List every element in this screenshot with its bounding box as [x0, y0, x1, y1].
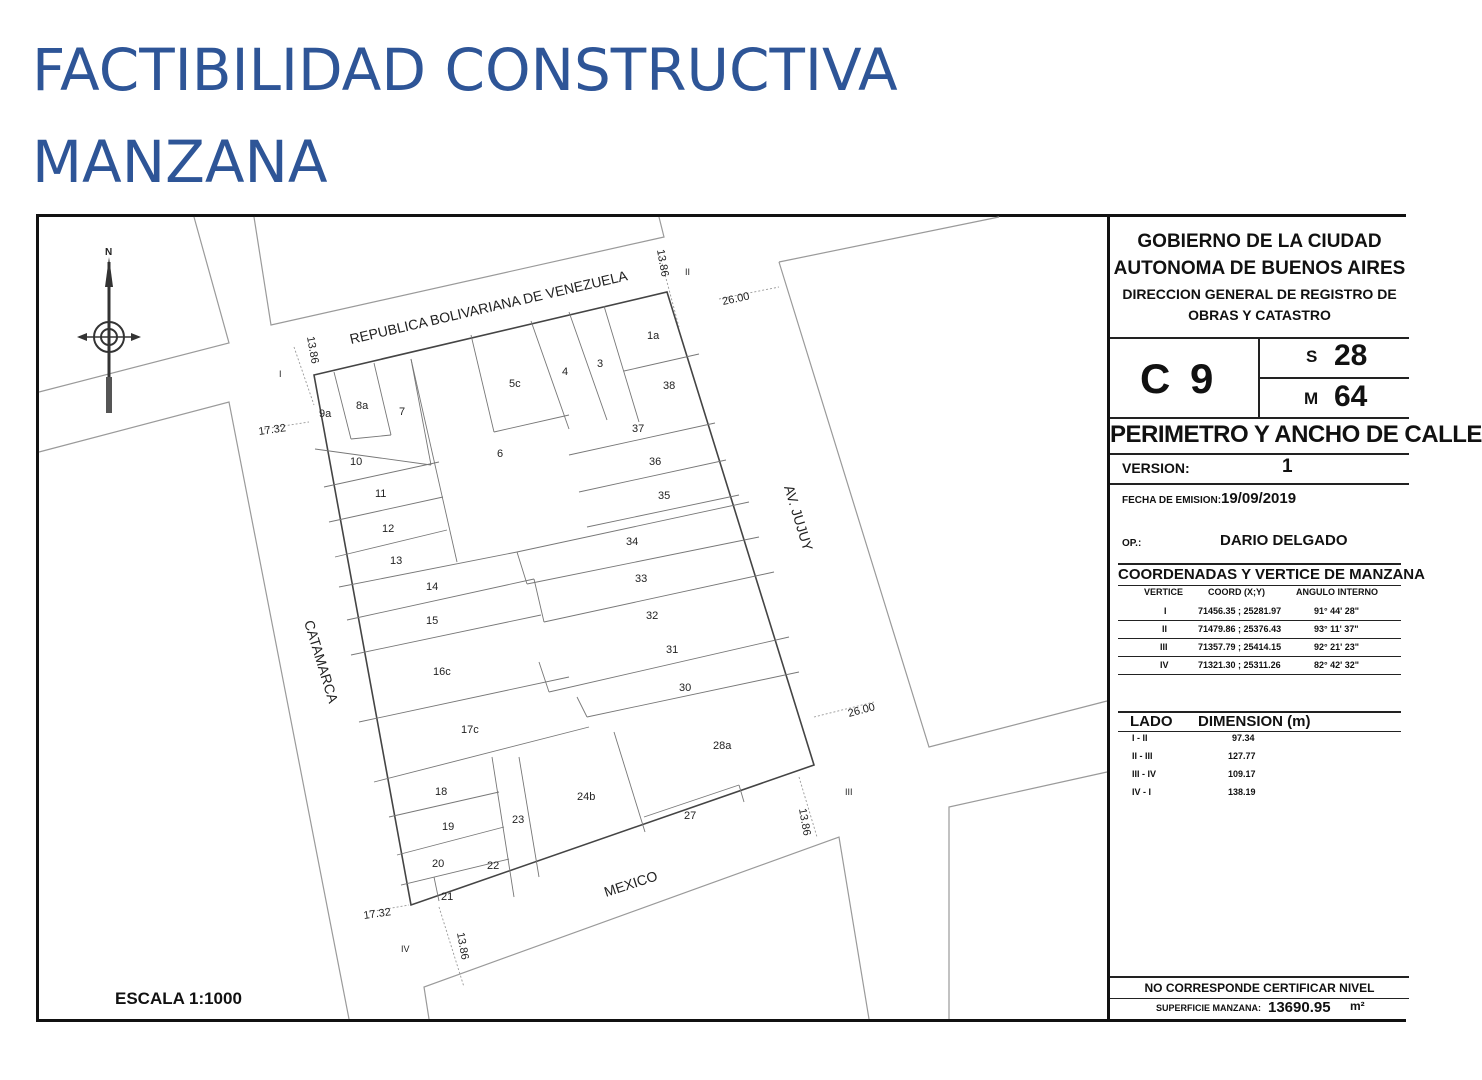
parcel-number: 24b	[577, 791, 596, 803]
street-width: 26.00	[846, 701, 877, 720]
op-value: DARIO DELGADO	[1220, 532, 1348, 549]
cadastral-code	[1110, 337, 1409, 419]
lado-header: LADO	[1130, 713, 1173, 730]
parcel-number: 16c	[433, 666, 451, 678]
lado-row	[1118, 769, 1401, 785]
parcel-number: 9a	[319, 408, 332, 420]
street-width: 17.32	[362, 906, 392, 922]
cadastral-map	[39, 217, 1107, 1019]
lado-dimension: 97.34	[1232, 733, 1255, 743]
seccion-value: 28	[1334, 339, 1368, 372]
lado-header-row	[1118, 711, 1401, 732]
version-label: VERSION:	[1122, 460, 1190, 476]
parcel-number: 32	[646, 610, 659, 622]
version-value: 1	[1282, 456, 1293, 477]
coord-xy: 71456.35 ; 25281.97	[1198, 606, 1282, 616]
parcel-number: 12	[382, 523, 395, 535]
parcel-number: 17c	[461, 724, 479, 736]
coord-vertice: III	[1160, 642, 1168, 652]
street-name-north: REPUBLICA BOLIVARIANA DE VENEZUELA	[348, 267, 629, 347]
coord-header: VERTICE	[1144, 587, 1184, 597]
parcel-number: 38	[663, 380, 676, 392]
parcel-number: 23	[512, 814, 525, 826]
lado-label: III - IV	[1132, 769, 1157, 779]
lado-row	[1118, 787, 1401, 803]
lado-label: I - II	[1132, 733, 1148, 743]
gov-line1: GOBIERNO DE LA CIUDAD	[1137, 231, 1382, 252]
compass-rose-icon	[77, 247, 141, 413]
page-title-line2: MANZANA	[32, 128, 328, 196]
parcel-number: 11	[375, 488, 387, 500]
superficie-row	[1110, 997, 1409, 1019]
page-title-line1: FACTIBILIDAD CONSTRUCTIVA	[32, 36, 898, 104]
coord-title: COORDENADAS Y VERTICE DE MANZANA	[1118, 563, 1401, 586]
coord-header: ANGULO INTERNO	[1296, 587, 1378, 597]
street-width: 13.86	[796, 807, 813, 837]
coord-row	[1118, 639, 1401, 657]
coord-row	[1118, 657, 1401, 675]
parcel-number: 3	[597, 358, 604, 370]
coord-xy: 71357.79 ; 25414.15	[1198, 642, 1282, 652]
parcel-number: 22	[487, 860, 500, 872]
north-label: N	[105, 247, 113, 258]
parcel-number: 35	[658, 490, 671, 502]
lado-dimension: 127.77	[1228, 751, 1256, 761]
street-width: 13.86	[654, 248, 671, 278]
vertex-label: IV	[401, 944, 410, 954]
parcel-number: 37	[632, 423, 645, 435]
scale-label: ESCALA 1:1000	[115, 989, 242, 1008]
fecha-value: 19/09/2019	[1221, 490, 1297, 507]
neighbor-blocks	[39, 217, 1107, 1019]
coord-header-row	[1118, 585, 1401, 601]
parcel-number: 20	[432, 858, 445, 870]
parcel-lines	[315, 306, 799, 901]
perimetro-title: PERIMETRO Y ANCHO DE CALLE	[1110, 417, 1409, 455]
coord-header: COORD (X;Y)	[1208, 587, 1265, 597]
dir-line2: OBRAS Y CATASTRO	[1188, 307, 1331, 323]
parcel-number: 7	[399, 406, 406, 418]
coord-angle: 92° 21' 23"	[1314, 642, 1360, 652]
parcel-number: 14	[426, 581, 439, 593]
coord-angle: 82° 42' 32"	[1314, 660, 1360, 670]
vertex-label: I	[279, 369, 282, 379]
coord-angle: 91° 44' 28"	[1314, 606, 1360, 616]
superficie-label: SUPERFICIE MANZANA:	[1156, 1003, 1261, 1013]
street-width: 13.86	[454, 931, 471, 961]
parcel-number: 5c	[509, 378, 521, 390]
lado-row	[1118, 751, 1401, 767]
dimension-header: DIMENSION (m)	[1198, 713, 1311, 730]
parcel-number: 27	[684, 810, 697, 822]
seccion-label: S	[1306, 347, 1318, 366]
superficie-unit: m²	[1350, 999, 1365, 1013]
parcel-number: 8a	[356, 400, 369, 412]
parcel-number: 31	[666, 644, 679, 656]
vertex-label: III	[845, 787, 853, 797]
parcel-number: 30	[679, 682, 692, 694]
parcel-number: 19	[442, 821, 455, 833]
parcel-number: 18	[435, 786, 448, 798]
parcel-number: 1a	[647, 330, 660, 342]
lado-row	[1118, 733, 1401, 749]
fecha-label: FECHA DE EMISION:	[1122, 495, 1222, 506]
manzana-label: M	[1304, 389, 1319, 408]
circunscripcion: C 9	[1140, 355, 1218, 402]
coord-vertice: IV	[1160, 660, 1169, 670]
cadastral-sheet	[36, 214, 1482, 1022]
parcel-number: 21	[441, 891, 454, 903]
coord-row	[1118, 621, 1401, 639]
nivel-note: NO CORRESPONDE CERTIFICAR NIVEL	[1110, 976, 1409, 999]
version-row	[1110, 453, 1409, 485]
coord-xy: 71321.30 ; 25311.26	[1198, 660, 1281, 670]
parcel-number: 15	[426, 615, 439, 627]
coord-row	[1118, 603, 1401, 621]
superficie-value: 13690.95	[1268, 999, 1331, 1016]
street-name-south: MEXICO	[601, 867, 660, 900]
street-name-east: AV. JUJUY	[781, 483, 817, 553]
coord-angle: 93° 11' 37"	[1314, 624, 1359, 634]
parcel-number: 36	[649, 456, 662, 468]
coord-vertice: I	[1164, 606, 1167, 616]
parcel-number: 10	[350, 456, 363, 468]
street-name-west: CATAMARCA	[301, 618, 342, 705]
street-width: 17.32	[257, 422, 287, 438]
lado-label: II - III	[1132, 751, 1153, 761]
parcel-number: 13	[390, 555, 403, 567]
coord-vertice: II	[1162, 624, 1168, 634]
manzana-value: 64	[1334, 380, 1368, 413]
dimension-leaders	[264, 252, 874, 987]
op-label: OP.:	[1122, 538, 1142, 549]
block-outline	[314, 292, 817, 905]
coord-xy: 71479.86 ; 25376.43	[1198, 624, 1282, 634]
divider	[1258, 377, 1409, 379]
parcel-number: 34	[626, 536, 639, 548]
gov-line2: AUTONOMA DE BUENOS AIRES	[1113, 258, 1406, 279]
street-width: 26.00	[721, 290, 751, 308]
parcel-number: 28a	[713, 740, 732, 752]
title-block	[1107, 217, 1482, 1019]
lado-dimension: 109.17	[1228, 769, 1256, 779]
vertex-label: II	[685, 267, 691, 277]
parcel-number: 33	[635, 573, 648, 585]
lado-dimension: 138.19	[1228, 787, 1256, 797]
parcel-number: 4	[562, 366, 569, 378]
street-width: 13.86	[304, 335, 321, 365]
dir-line1: DIRECCION GENERAL DE REGISTRO DE	[1122, 286, 1397, 302]
authority-header	[1110, 217, 1409, 339]
parcel-number: 6	[497, 448, 504, 460]
lado-label: IV - I	[1132, 787, 1152, 797]
